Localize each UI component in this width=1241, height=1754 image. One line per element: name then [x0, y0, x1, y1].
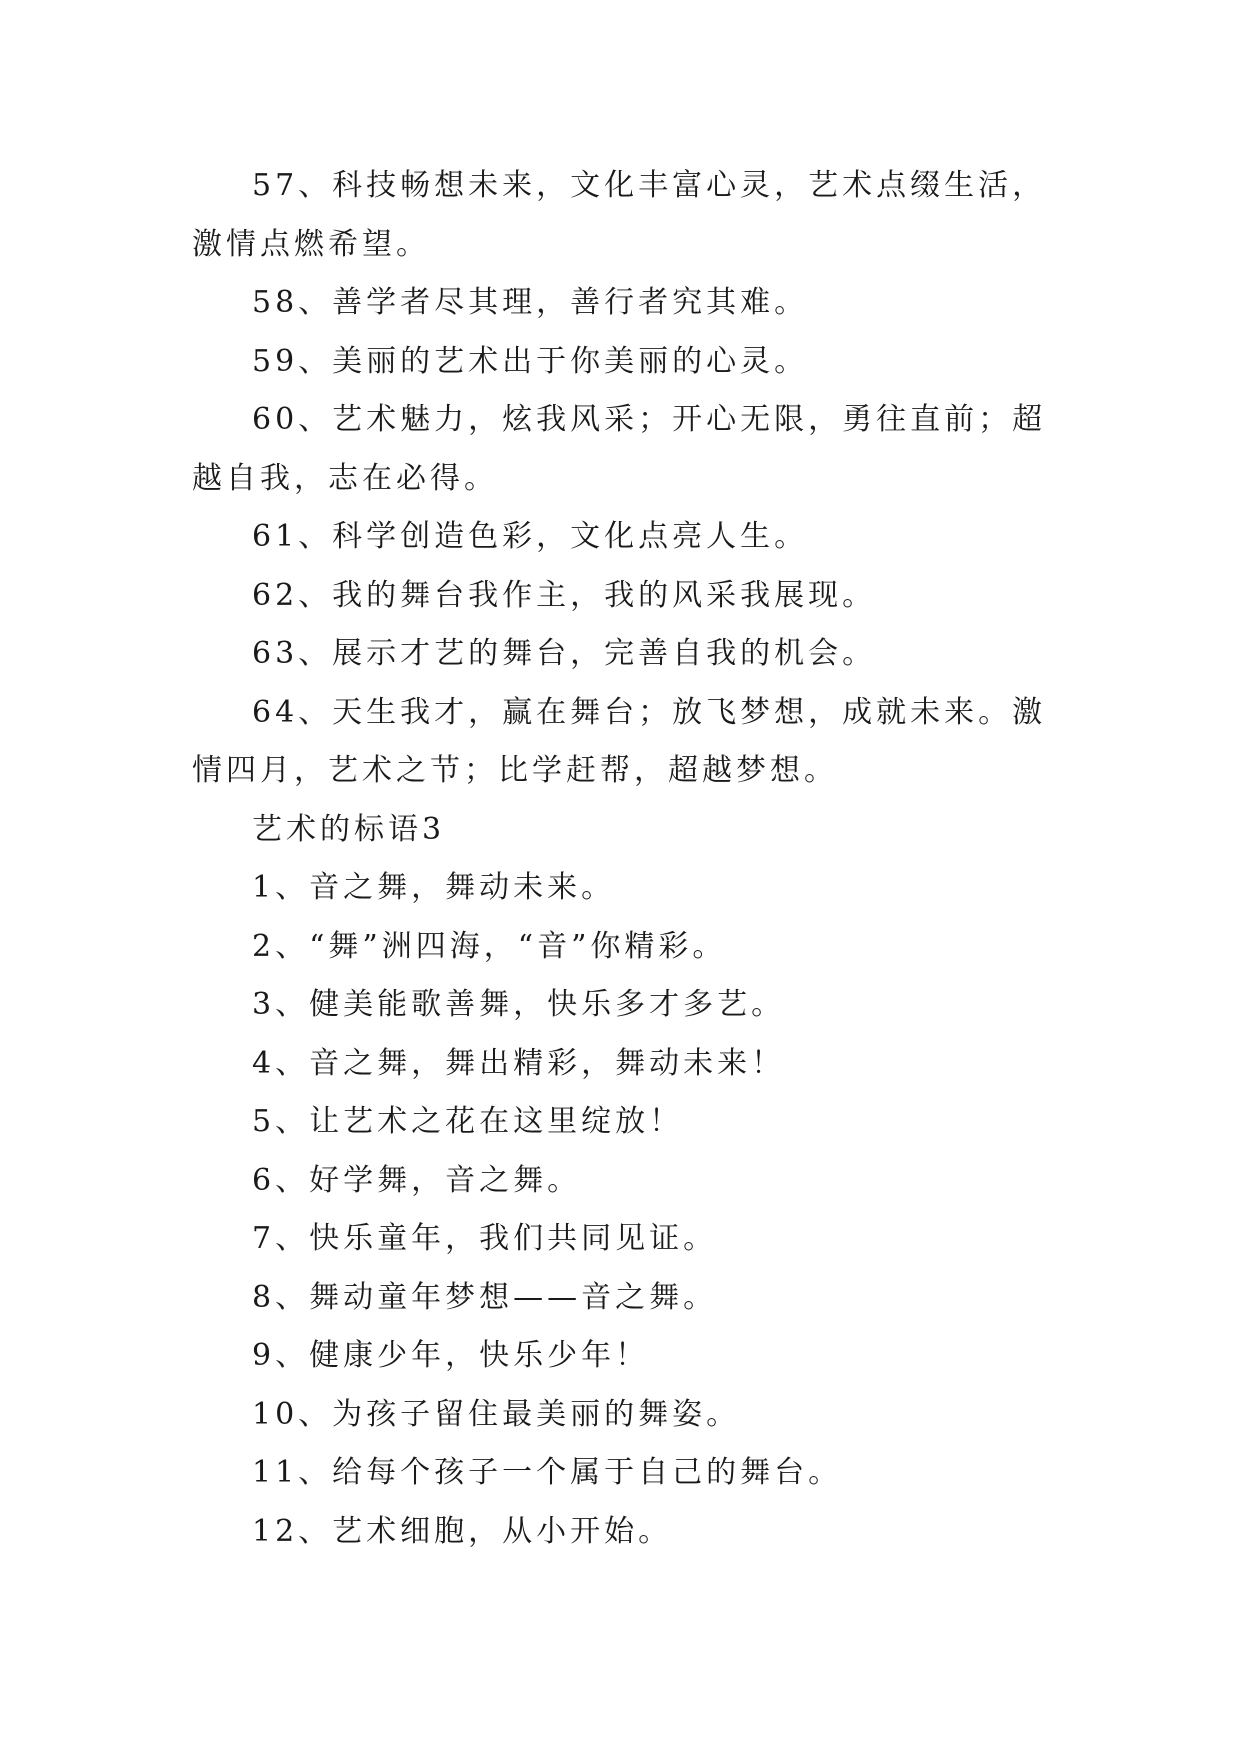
slogan-7: 7、快乐童年，我们共同见证。	[252, 1221, 718, 1256]
slogan-5: 5、让艺术之花在这里绽放！	[252, 1104, 684, 1139]
slogan-60: 60、艺术魅力，炫我风采；开心无限，勇往直前；超越自我，志在必得。	[192, 402, 1047, 496]
slogan-6: 6、好学舞，音之舞。	[252, 1162, 582, 1198]
slogan-9: 9、健康少年，快乐少年！	[252, 1338, 650, 1373]
slogan-57: 57、科技畅想未来，文化丰富心灵，艺术点缀生活，激情点燃希望。	[192, 168, 1047, 262]
slogan-11: 11、给每个孩子一个属于自己的舞台。	[252, 1455, 843, 1490]
slogan-2: 2、“舞”洲四海，“音”你精彩。	[252, 928, 727, 964]
slogan-3: 3、健美能歌善舞，快乐多才多艺。	[252, 987, 786, 1022]
slogan-64: 64、天生我才，赢在舞台；放飞梦想，成就未来。激情四月，艺术之节；比学赶帮，超越梦想。	[192, 694, 1047, 788]
slogan-58: 58、善学者尽其理，善行者究其难。	[252, 285, 809, 320]
slogan-12: 12、艺术细胞，从小开始。	[252, 1513, 673, 1549]
slogan-10: 10、为孩子留住最美丽的舞姿。	[252, 1396, 741, 1432]
slogan-61: 61、科学创造色彩，文化点亮人生。	[252, 519, 809, 554]
document-body	[192, 157, 1052, 1561]
slogan-8: 8、舞动童年梦想——音之舞。	[252, 1279, 718, 1315]
slogan-4: 4、音之舞，舞出精彩，舞动未来！	[252, 1045, 786, 1081]
slogan-63: 63、展示才艺的舞台，完善自我的机会。	[252, 636, 877, 671]
section-heading: 艺术的标语3	[252, 811, 446, 847]
slogan-59: 59、美丽的艺术出于你美丽的心灵。	[252, 343, 809, 379]
slogan-62: 62、我的舞台我作主，我的风采我展现。	[252, 577, 877, 613]
slogan-1: 1、音之舞，舞动未来。	[252, 870, 616, 905]
